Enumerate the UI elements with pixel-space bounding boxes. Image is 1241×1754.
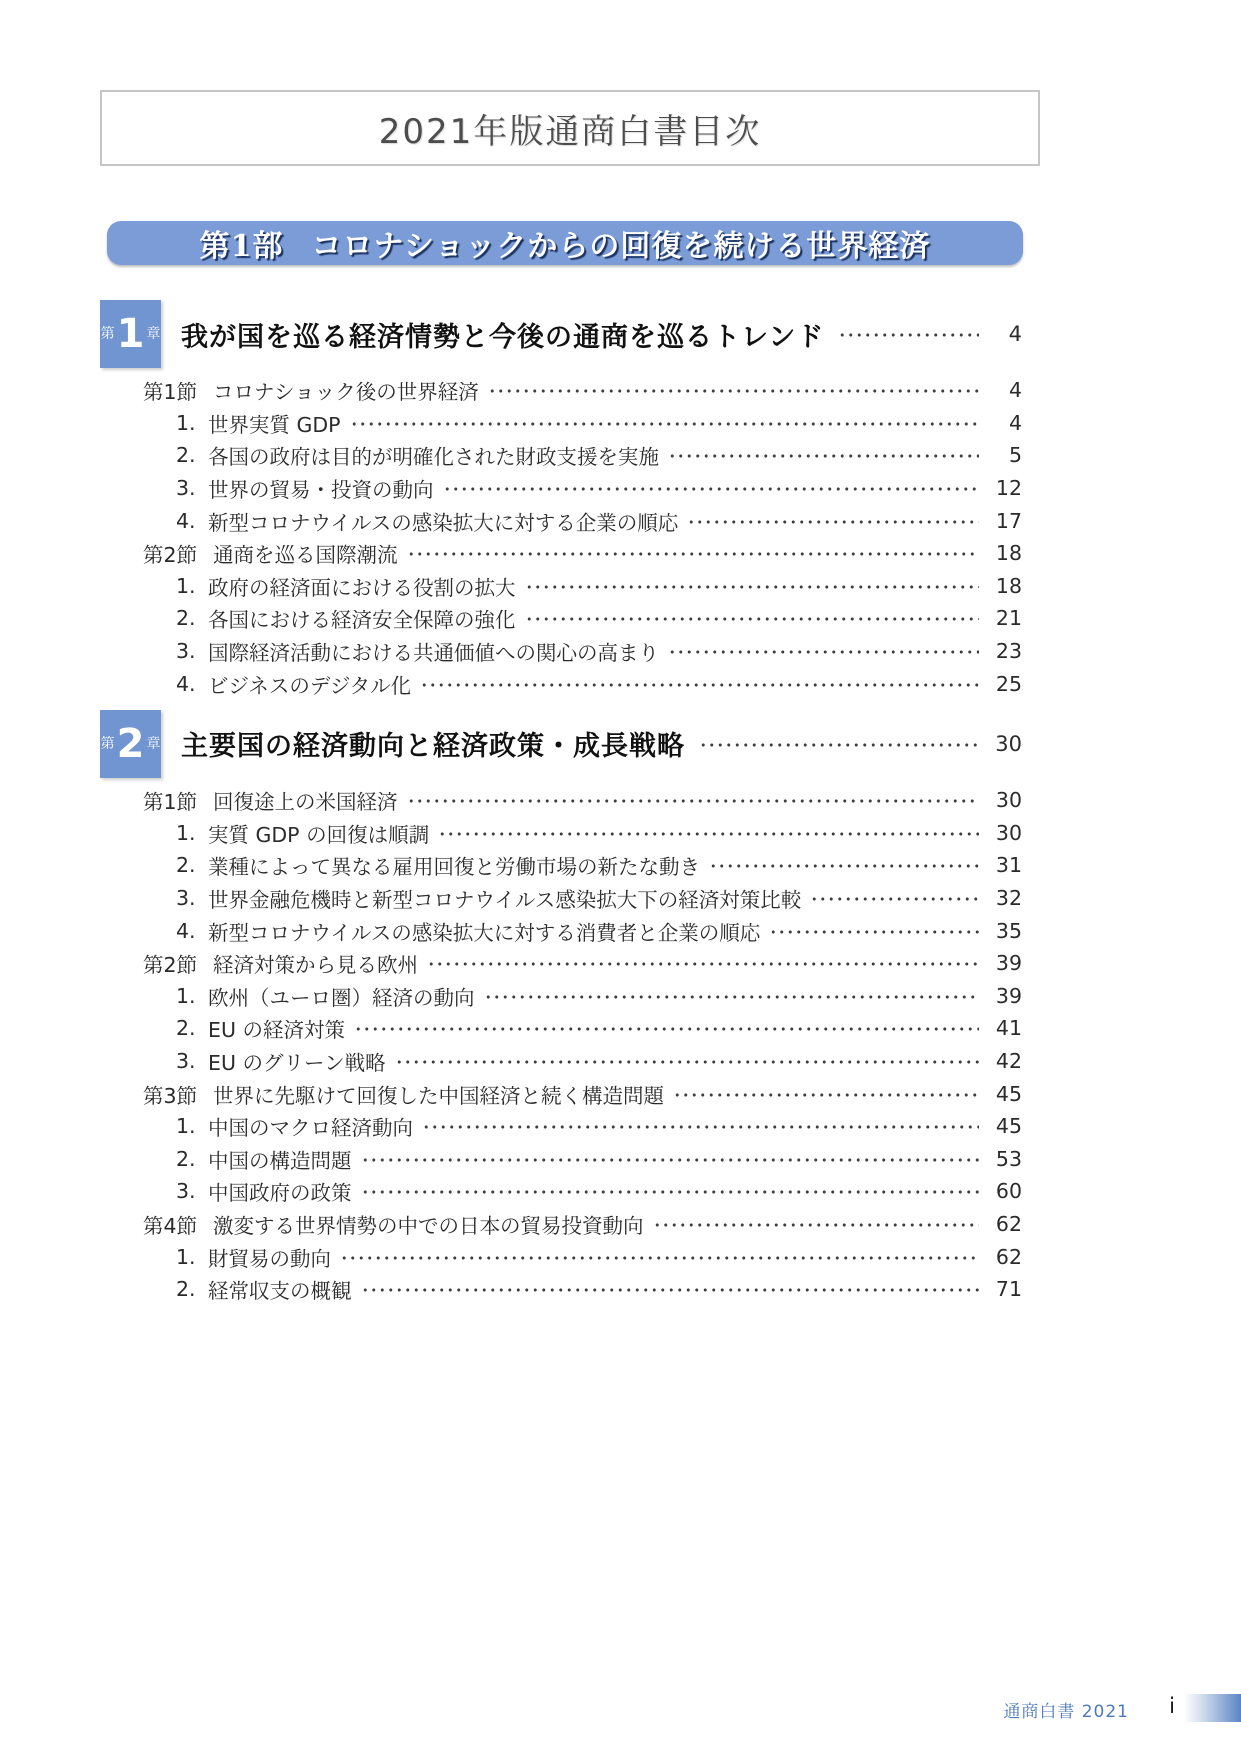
- entry-page-number: 31: [995, 853, 1022, 878]
- toc-entry-row[interactable]: [143, 1077, 1022, 1110]
- entry-text: 欧州（ユーロ圏）経済の動向: [208, 985, 475, 1010]
- entry-label: 第2節: [143, 543, 198, 568]
- dotted-leader: [395, 1060, 979, 1064]
- entry-label: 第1節: [143, 380, 198, 405]
- entry-page-number: 23: [995, 639, 1022, 664]
- entry-page-number: 39: [995, 951, 1022, 976]
- entry-label: 1.: [176, 410, 196, 435]
- toc-entry-row[interactable]: [143, 817, 1022, 850]
- entry-text: 実質 GDP の回復は順調: [208, 822, 430, 847]
- toc-entry-row[interactable]: [143, 537, 1022, 570]
- entry-text: 経済対策から見る欧州: [213, 953, 419, 978]
- chapter-title: 我が国を巡る経済情勢と今後の通商を巡るトレンド: [181, 321, 825, 353]
- part1-label: 第1部: [199, 229, 284, 264]
- entry-page-number: 45: [995, 1114, 1022, 1139]
- entry-page-number: 17: [995, 508, 1022, 533]
- entry-label: 2.: [176, 853, 196, 878]
- dotted-leader: [810, 897, 979, 901]
- entry-page-number: 30: [995, 788, 1022, 813]
- entry-label: 3.: [176, 1179, 196, 1204]
- dotted-leader: [687, 520, 979, 524]
- toc-entry-row[interactable]: [143, 1045, 1022, 1078]
- entry-text: 業種によって異なる雇用回復と労働市場の新たな動き: [208, 855, 700, 880]
- entry-text: 世界実質 GDP: [208, 412, 341, 437]
- toc-entry-row[interactable]: [143, 914, 1022, 947]
- chapter-badge-suffix: 章: [146, 326, 161, 342]
- entry-label: 2.: [176, 1277, 196, 1302]
- entry-page-number: 41: [995, 1016, 1022, 1041]
- entry-page-number: 62: [995, 1211, 1022, 1236]
- entry-text: 中国の構造問題: [208, 1148, 352, 1173]
- entry-text: 通商を巡る国際潮流: [213, 543, 398, 568]
- chapter-badge: [100, 300, 161, 368]
- entry-label: 3.: [176, 1048, 196, 1073]
- toc-entry-row[interactable]: [143, 570, 1022, 603]
- entry-text: 財貿易の動向: [208, 1246, 331, 1271]
- toc-entry-row[interactable]: [143, 1142, 1022, 1175]
- entry-label: 1.: [176, 573, 196, 598]
- entry-label: 1.: [176, 820, 196, 845]
- entry-text: 世界の貿易・投資の動向: [208, 478, 434, 503]
- entry-page-number: 62: [995, 1244, 1022, 1269]
- chapter-entries: [143, 784, 1022, 1306]
- entry-label: 3.: [176, 476, 196, 501]
- entry-page-number: 30: [995, 820, 1022, 845]
- dotted-leader: [354, 1027, 979, 1031]
- entry-page-number: 5: [1008, 443, 1022, 468]
- entry-page-number: 4: [1008, 410, 1022, 435]
- entry-page-number: 18: [995, 573, 1022, 598]
- entry-label: 2.: [176, 443, 196, 468]
- toc-entry-row[interactable]: [143, 407, 1022, 440]
- dotted-leader: [361, 1158, 980, 1162]
- entry-page-number: 35: [995, 918, 1022, 943]
- page-footer: [0, 1692, 1241, 1724]
- entry-label: 2.: [176, 606, 196, 631]
- dotted-leader: [407, 552, 979, 556]
- entry-page-number: 21: [995, 606, 1022, 631]
- chapter-block-1: [100, 300, 1022, 700]
- entry-text: 各国の政府は目的が明確化された財政支援を実施: [208, 445, 659, 470]
- dotted-leader: [709, 864, 979, 868]
- entry-text: 国際経済活動における共通価値への関心の高まり: [208, 641, 659, 666]
- toc-entry-row[interactable]: [143, 602, 1022, 635]
- dotted-leader: [443, 487, 980, 491]
- chapter-heading[interactable]: [100, 710, 1022, 778]
- entry-label: 第1節: [143, 790, 198, 815]
- entry-page-number: 39: [995, 983, 1022, 1008]
- dotted-leader: [668, 650, 979, 654]
- entry-label: 2.: [176, 1146, 196, 1171]
- toc-entry-row[interactable]: [143, 472, 1022, 505]
- toc-entry-row[interactable]: [143, 849, 1022, 882]
- entry-text: 新型コロナウイルスの感染拡大に対する消費者と企業の順応: [208, 920, 761, 945]
- dotted-leader: [427, 962, 979, 966]
- dotted-leader: [438, 832, 979, 836]
- entry-page-number: 53: [995, 1146, 1022, 1171]
- dotted-leader: [668, 454, 979, 458]
- entry-page-number: 60: [995, 1179, 1022, 1204]
- dotted-leader: [407, 799, 979, 803]
- footer-page-number: i: [1169, 1694, 1175, 1718]
- chapter-page-number: 4: [1008, 322, 1022, 346]
- dotted-leader: [340, 1256, 979, 1260]
- entry-label: 3.: [176, 886, 196, 911]
- entry-page-number: 12: [995, 476, 1022, 501]
- chapter-title: 主要国の経済動向と経済政策・成長戦略: [181, 731, 685, 763]
- entry-text: EU のグリーン戦略: [208, 1050, 386, 1075]
- entry-label: 1.: [176, 1114, 196, 1139]
- dotted-leader: [361, 1288, 980, 1292]
- toc-entry-row[interactable]: [143, 1175, 1022, 1208]
- toc-entry-row[interactable]: [143, 1240, 1022, 1273]
- toc-entry-row[interactable]: [143, 1208, 1022, 1241]
- chapter-entries: [143, 374, 1022, 700]
- toc-entry-row[interactable]: [143, 784, 1022, 817]
- entry-page-number: 18: [995, 541, 1022, 566]
- dotted-leader: [484, 995, 980, 999]
- entry-text: EU の経済対策: [208, 1018, 345, 1043]
- chapter-title-row: [181, 724, 1022, 763]
- chapter-block-2: [100, 710, 1022, 1306]
- entry-label: 1.: [176, 1244, 196, 1269]
- entry-text: 回復途上の米国経済: [213, 790, 398, 815]
- part1-banner: [107, 221, 1023, 265]
- toc-entry-row[interactable]: [143, 374, 1022, 407]
- entry-text: 世界金融危機時と新型コロナウイルス感染拡大下の経済対策比較: [208, 888, 802, 913]
- toc-entry-row[interactable]: [143, 1110, 1022, 1143]
- toc-entry-row[interactable]: [143, 1273, 1022, 1306]
- entry-label: 4.: [176, 508, 196, 533]
- entry-text: 経常収支の概観: [208, 1279, 352, 1304]
- entry-text: 中国のマクロ経済動向: [208, 1116, 413, 1141]
- dotted-leader: [653, 1223, 979, 1227]
- entry-text: 政府の経済面における役割の拡大: [208, 575, 516, 600]
- chapter-badge-prefix: 第: [100, 326, 115, 342]
- entry-text: コロナショック後の世界経済: [213, 380, 479, 405]
- entry-label: 第3節: [143, 1083, 198, 1108]
- entry-page-number: 32: [995, 886, 1022, 911]
- dotted-leader: [422, 1125, 979, 1129]
- chapter-page-number: 30: [995, 731, 1022, 756]
- footer-doc-label: 通商白書 2021: [1003, 1702, 1129, 1722]
- chapter-heading[interactable]: [100, 300, 1022, 368]
- chapter-badge-number: 2: [116, 720, 145, 767]
- chapter-badge-suffix: 章: [146, 735, 161, 752]
- entry-text: 世界に先駆けて回復した中国経済と続く構造問題: [213, 1083, 665, 1108]
- toc-entry-row[interactable]: [143, 667, 1022, 700]
- dotted-leader: [488, 389, 979, 393]
- dotted-leader: [420, 683, 979, 687]
- document-title: 2021年版通商白書目次: [378, 111, 762, 152]
- entry-page-number: 71: [995, 1277, 1022, 1302]
- toc-entry-row[interactable]: [143, 635, 1022, 668]
- chapter-title-row: [181, 315, 1022, 354]
- entry-label: 4.: [176, 918, 196, 943]
- entry-text: 中国政府の政策: [208, 1181, 352, 1206]
- toc-entry-row[interactable]: [143, 947, 1022, 980]
- entry-page-number: 4: [1008, 378, 1022, 403]
- dotted-leader: [525, 585, 980, 589]
- toc-entry-row[interactable]: [143, 1012, 1022, 1045]
- entry-text: 新型コロナウイルスの感染拡大に対する企業の順応: [208, 510, 679, 535]
- entry-page-number: 25: [995, 671, 1022, 696]
- dotted-leader: [350, 422, 979, 426]
- chapter-badge: [100, 710, 161, 778]
- dotted-leader: [361, 1190, 980, 1194]
- dotted-leader: [673, 1093, 979, 1097]
- toc-entry-row[interactable]: [143, 980, 1022, 1013]
- entry-label: 2.: [176, 1016, 196, 1041]
- entry-label: 3.: [176, 639, 196, 664]
- toc-entry-row[interactable]: [143, 882, 1022, 915]
- entry-label: 4.: [176, 671, 196, 696]
- entry-label: 1.: [176, 983, 196, 1008]
- document-title-box: [100, 90, 1040, 166]
- entry-text: ビジネスのデジタル化: [208, 673, 412, 698]
- dotted-leader: [769, 930, 979, 934]
- footer-gradient-bar: [1184, 1694, 1241, 1722]
- toc-entry-row[interactable]: [143, 504, 1022, 537]
- entry-page-number: 42: [995, 1048, 1022, 1073]
- entry-page-number: 45: [995, 1081, 1022, 1106]
- dotted-leader: [838, 333, 979, 337]
- entry-text: 激変する世界情勢の中での日本の貿易投資動向: [213, 1213, 644, 1238]
- entry-label: 第4節: [143, 1213, 198, 1238]
- toc-chapters: [100, 300, 1022, 1315]
- chapter-badge-number: 1: [116, 311, 145, 357]
- entry-text: 各国における経済安全保障の強化: [208, 608, 516, 633]
- entry-label: 第2節: [143, 953, 198, 978]
- chapter-badge-prefix: 第: [100, 735, 115, 752]
- toc-entry-row[interactable]: [143, 439, 1022, 472]
- dotted-leader: [699, 743, 979, 747]
- part1-title: コロナショックからの回復を続ける世界経済: [311, 229, 931, 264]
- dotted-leader: [525, 617, 980, 621]
